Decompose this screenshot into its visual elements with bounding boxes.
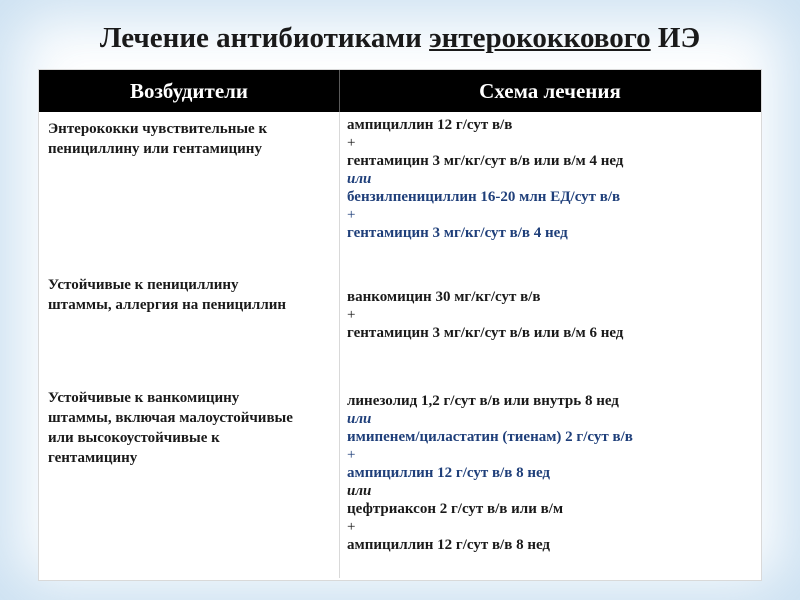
scheme-line: + — [347, 519, 356, 535]
scheme-line: + — [347, 447, 356, 463]
scheme-line: линезолид 1,2 г/сут в/в или внутрь 8 нед — [347, 393, 619, 409]
scheme-line: ванкомицин 30 мг/кг/сут в/в — [347, 289, 541, 305]
scheme-line: ампициллин 12 г/сут в/в 8 нед — [347, 465, 551, 481]
table-header-row — [39, 70, 761, 112]
scheme-line: цефтриаксон 2 г/сут в/в или в/м — [347, 501, 564, 517]
title-prefix: Лечение антибиотиками — [99, 22, 430, 54]
scheme-line: или — [347, 171, 372, 187]
scheme-line: ампициллин 12 г/сут в/в — [347, 117, 513, 133]
scheme-line: бензилпенициллин 16-20 млн ЕД/сут в/в — [347, 189, 621, 205]
scheme-line: имипенем/циластатин (тиенам) 2 г/сут в/в — [347, 429, 633, 445]
scheme-line: + — [347, 207, 356, 223]
scheme-line: или — [347, 411, 372, 427]
scheme-line: гентамицин 3 мг/кг/сут в/в или в/м 6 нед — [347, 325, 624, 341]
scheme-line: гентамицин 3 мг/кг/сут в/в 4 нед — [347, 225, 568, 241]
row-2-scheme — [347, 288, 757, 342]
row-3-scheme — [347, 392, 757, 554]
scheme-line: ампициллин 12 г/сут в/в 8 нед — [347, 537, 551, 553]
header-pathogens: Возбудители — [129, 79, 249, 103]
row-1-pathogen: Энтерококки чувствительные к пенициллину или гентамицину — [48, 121, 268, 157]
row-2-pathogen: Устойчивые к пенициллину штаммы, аллергия на пенициллин — [48, 277, 287, 313]
row-3-pathogen: Устойчивые к ванкомицину штаммы, включая малоустойчивые или высокоустойчивые к гентамицину — [48, 390, 293, 466]
row-1-scheme — [347, 116, 757, 242]
scheme-line: гентамицин 3 мг/кг/сут в/в или в/м 4 нед — [347, 153, 624, 169]
scheme-line: + — [347, 307, 356, 323]
title-underlined: энтерококкового — [429, 22, 651, 54]
treatment-table — [38, 69, 762, 581]
header-scheme: Схема лечения — [479, 79, 621, 103]
column-divider — [339, 112, 340, 578]
scheme-line: + — [347, 135, 356, 151]
title-suffix: ИЭ — [650, 22, 701, 54]
scheme-line: или — [347, 483, 372, 499]
slide-title — [0, 22, 800, 55]
